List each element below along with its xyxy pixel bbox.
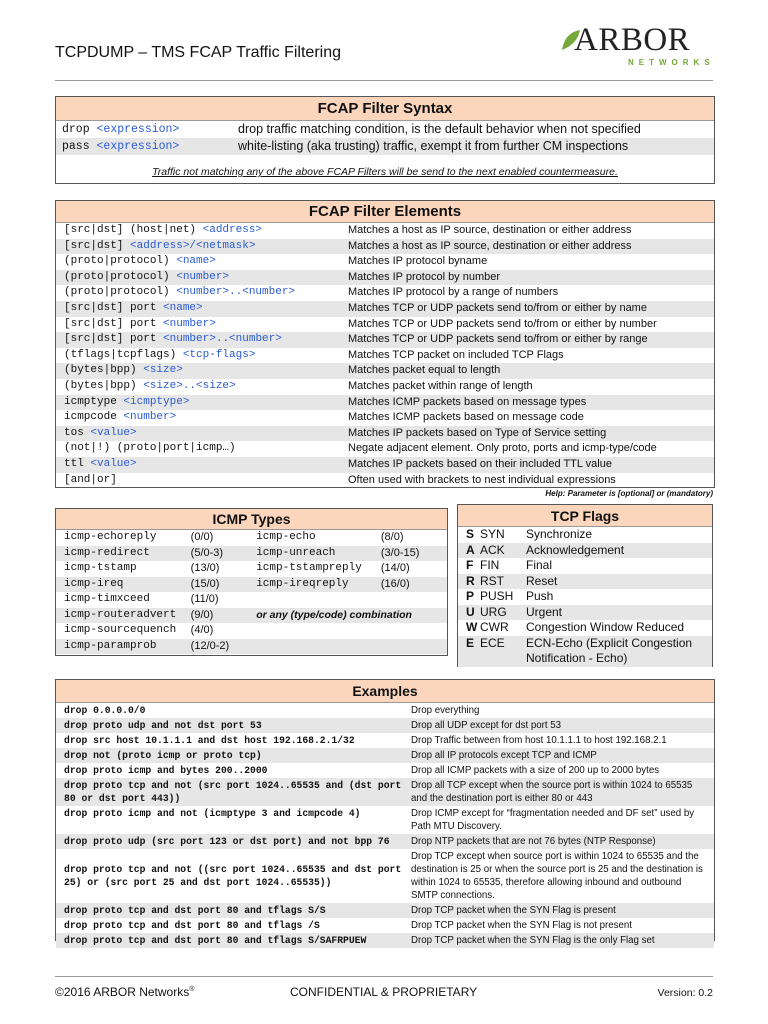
element-keyword: (not|!) (proto|port|icmp…) bbox=[64, 442, 236, 455]
element-row bbox=[56, 363, 714, 379]
icmp-types-title: ICMP Types bbox=[56, 509, 447, 530]
example-command: drop proto tcp and dst port 80 and tflags S/SAFRPUEW bbox=[64, 935, 367, 946]
example-command: drop src host 10.1.1.1 and dst host 192.168.2.1/32 bbox=[64, 735, 355, 746]
element-description: Matches IP protocol byname bbox=[348, 255, 488, 268]
icmp-type-code: (12/0-2) bbox=[190, 639, 230, 652]
tcp-flag-row bbox=[458, 605, 712, 621]
element-keyword: [src|dst] port bbox=[64, 301, 164, 314]
element-argument: <number>..<number> bbox=[176, 286, 296, 299]
example-command: drop proto udp (src port 123 or dst port) and not bpp 76 bbox=[64, 836, 390, 847]
icmp-row bbox=[56, 592, 447, 608]
element-syntax-cell bbox=[56, 239, 348, 255]
element-description: Matches TCP packet on included TCP Flags bbox=[348, 348, 564, 361]
icmp-type-name bbox=[256, 623, 381, 639]
element-syntax-cell bbox=[56, 332, 348, 348]
example-command: drop not (proto icmp or proto tcp) bbox=[64, 750, 262, 761]
example-row bbox=[56, 733, 714, 748]
footer-version: Version: 0.2 bbox=[657, 987, 713, 999]
example-row bbox=[56, 748, 714, 763]
footer-confidential: CONFIDENTIAL & PROPRIETARY bbox=[290, 985, 478, 999]
tcp-flag-abbr: ACK bbox=[480, 542, 505, 557]
element-row bbox=[56, 317, 714, 333]
example-row bbox=[56, 778, 714, 806]
element-keyword: (proto|protocol) bbox=[64, 286, 177, 299]
element-argument: <size> bbox=[143, 364, 183, 377]
example-description: Drop TCP packet when the SYN Flag is not present bbox=[411, 920, 632, 931]
logo-wordmark: ARBOR bbox=[574, 22, 691, 58]
tcp-flag-row bbox=[458, 558, 712, 574]
footer-copyright bbox=[55, 985, 194, 999]
filter-syntax-note: Traffic not matching any of the above FCAP Filters will be send to the next enabled countermeasure. bbox=[152, 166, 618, 178]
element-keyword: [and|or] bbox=[64, 473, 117, 486]
tcp-flag-abbr: FIN bbox=[480, 558, 500, 572]
example-command: drop proto icmp and not (icmptype 3 and icmpcode 4) bbox=[64, 808, 361, 819]
element-argument: <tcp-flags> bbox=[182, 348, 256, 361]
syntax-argument: <expression> bbox=[96, 140, 180, 153]
examples-panel bbox=[55, 679, 715, 946]
icmp-type-code: (4/0) bbox=[190, 624, 214, 636]
element-keyword: ttl bbox=[64, 457, 91, 470]
icmp-type-code bbox=[381, 623, 447, 639]
icmp-type-name: icmp-echo bbox=[256, 531, 316, 543]
element-keyword: [src|dst] port bbox=[64, 333, 164, 346]
example-row bbox=[56, 834, 714, 849]
element-argument: <address>/<netmask> bbox=[130, 239, 256, 252]
examples-title: Examples bbox=[56, 680, 714, 703]
element-row bbox=[56, 270, 714, 286]
icmp-type-code: (3/0-15) bbox=[380, 546, 420, 559]
icmp-type-name bbox=[256, 639, 381, 655]
element-keyword: (proto|protocol) bbox=[64, 270, 177, 283]
element-argument: <address> bbox=[202, 224, 263, 236]
element-syntax-cell bbox=[56, 363, 348, 379]
element-argument: <value> bbox=[90, 426, 137, 439]
icmp-type-name: icmp-ireqreply bbox=[256, 577, 349, 590]
element-row bbox=[56, 441, 714, 457]
element-row bbox=[56, 332, 714, 348]
tcp-flags-panel bbox=[457, 504, 713, 667]
tcp-flag-letter: F bbox=[466, 558, 474, 572]
element-row bbox=[56, 457, 714, 473]
copyright-text: ©2016 ARBOR Networks bbox=[55, 985, 190, 999]
element-row bbox=[56, 379, 714, 395]
tcp-flag-description: Synchronize bbox=[526, 527, 593, 541]
element-description: Matches IP packets based on Type of Service setting bbox=[348, 426, 607, 439]
element-description: Matches IP protocol by number bbox=[348, 270, 501, 283]
registered-mark: ® bbox=[189, 986, 195, 993]
syntax-argument: <expression> bbox=[96, 123, 180, 136]
example-row bbox=[56, 933, 714, 948]
element-description: Matches a host as IP source, destination or either address bbox=[348, 224, 632, 236]
example-description: Drop Traffic between from host 10.1.1.1 to host 192.168.2.1 bbox=[411, 735, 667, 746]
filter-syntax-table bbox=[56, 121, 714, 155]
element-keyword: [src|dst] (host|net) bbox=[64, 224, 203, 236]
example-command: drop 0.0.0.0/0 bbox=[64, 705, 146, 716]
tcp-flag-abbr: SYN bbox=[480, 527, 505, 541]
element-syntax-cell bbox=[56, 285, 348, 301]
example-row bbox=[56, 806, 714, 834]
icmp-type-code: (15/0) bbox=[190, 577, 220, 590]
icmp-row bbox=[56, 546, 447, 562]
element-syntax-cell bbox=[56, 395, 348, 411]
icmp-row bbox=[56, 608, 447, 624]
examples-table bbox=[56, 703, 714, 948]
example-description: Drop NTP packets that are not 76 bytes (NTP Response) bbox=[411, 836, 656, 847]
element-keyword: [src|dst] bbox=[64, 239, 131, 252]
element-description: Matches TCP or UDP packets send to/from or either by number bbox=[348, 317, 657, 330]
element-keyword: (bytes|bpp) bbox=[64, 364, 144, 377]
icmp-row bbox=[56, 577, 447, 593]
element-keyword: [src|dst] port bbox=[64, 317, 164, 330]
element-argument: <number> bbox=[176, 270, 230, 283]
tcp-flags-table bbox=[458, 527, 712, 667]
filter-elements-panel bbox=[55, 200, 715, 488]
element-keyword: (bytes|bpp) bbox=[64, 379, 144, 392]
tcp-flag-row bbox=[458, 620, 712, 636]
footer-divider bbox=[55, 976, 713, 977]
icmp-type-code: (13/0) bbox=[190, 562, 220, 574]
icmp-type-code: (9/0) bbox=[190, 608, 214, 621]
tcp-flag-row bbox=[458, 636, 712, 667]
icmp-type-name: icmp-echoreply bbox=[64, 531, 157, 543]
element-description: Matches ICMP packets based on message types bbox=[348, 395, 587, 408]
syntax-keyword-cell bbox=[56, 121, 238, 138]
tcp-flag-description: Push bbox=[526, 589, 554, 603]
element-row bbox=[56, 301, 714, 317]
tcp-flag-letter: R bbox=[466, 573, 475, 588]
tcp-flag-abbr: PUSH bbox=[480, 589, 514, 603]
help-note: Help: Parameter is [optional] or (mandatory) bbox=[545, 489, 713, 498]
example-command: drop proto tcp and not (src port 1024..65535 and (dst port 80 or dst port 443)) bbox=[64, 780, 402, 804]
icmp-type-code: (16/0) bbox=[380, 577, 410, 590]
example-description: Drop all TCP except when the source port is within 1024 to 65535 and the destination port is either 80 or 443 bbox=[411, 780, 693, 804]
icmp-type-code bbox=[381, 639, 447, 655]
element-row bbox=[56, 395, 714, 411]
element-argument: <number> bbox=[123, 411, 177, 424]
element-description: Negate adjacent element. Only proto, ports and icmp-type/code bbox=[348, 442, 657, 455]
icmp-types-panel bbox=[55, 508, 448, 656]
filter-syntax-panel bbox=[55, 96, 715, 184]
element-syntax-cell bbox=[56, 301, 348, 317]
element-description: Matches IP protocol by a range of numbers bbox=[348, 286, 559, 299]
example-description: Drop everything bbox=[411, 705, 480, 716]
filter-syntax-title: FCAP Filter Syntax bbox=[56, 97, 714, 121]
element-description: Matches TCP or UDP packets send to/from or either by range bbox=[348, 333, 648, 346]
syntax-row bbox=[56, 121, 714, 138]
example-command: drop proto udp and not dst port 53 bbox=[64, 720, 262, 731]
syntax-keyword: pass bbox=[62, 140, 90, 153]
tcp-flag-description: Acknowledgement bbox=[526, 542, 625, 557]
element-keyword: (tflags|tcpflags) bbox=[64, 348, 183, 361]
tcp-flag-abbr: CWR bbox=[480, 620, 509, 634]
element-row bbox=[56, 426, 714, 442]
tcp-flag-description: Reset bbox=[526, 573, 558, 588]
element-syntax-cell bbox=[56, 348, 348, 364]
element-row bbox=[56, 285, 714, 301]
example-description: Drop ICMP except for “fragmentation needed and DF set” used by Path MTU Discovery. bbox=[411, 808, 695, 832]
icmp-type-name: icmp-tstampreply bbox=[256, 562, 362, 574]
example-row bbox=[56, 718, 714, 733]
element-syntax-cell bbox=[56, 270, 348, 286]
filter-elements-table bbox=[56, 223, 714, 488]
element-row bbox=[56, 239, 714, 255]
header-divider bbox=[55, 80, 713, 81]
element-row bbox=[56, 254, 714, 270]
tcp-flag-description: Final bbox=[526, 558, 553, 572]
element-syntax-cell bbox=[56, 457, 348, 473]
element-keyword: tos bbox=[64, 426, 91, 439]
icmp-row bbox=[56, 639, 447, 655]
tcp-flag-row bbox=[458, 527, 712, 543]
element-syntax-cell bbox=[56, 379, 348, 395]
icmp-type-code bbox=[381, 592, 447, 608]
icmp-type-name: icmp-ireq bbox=[64, 577, 124, 590]
element-syntax-cell bbox=[56, 410, 348, 426]
tcp-flag-description: Congestion Window Reduced bbox=[526, 620, 685, 634]
icmp-type-name: icmp-sourcequench bbox=[64, 624, 177, 636]
icmp-row bbox=[56, 530, 447, 546]
tcp-flag-letter: S bbox=[466, 527, 475, 541]
icmp-type-code: (14/0) bbox=[380, 562, 410, 574]
icmp-type-code: (0/0) bbox=[190, 531, 214, 543]
logo-subtext: NETWORKS bbox=[628, 58, 715, 67]
tcp-flag-letter: P bbox=[466, 589, 475, 603]
element-syntax-cell bbox=[56, 254, 348, 270]
tcp-flag-abbr: ECE bbox=[480, 635, 505, 650]
icmp-type-name: icmp-unreach bbox=[256, 546, 336, 559]
tcp-flag-abbr: RST bbox=[480, 573, 504, 588]
tcp-flag-description: Urgent bbox=[526, 604, 563, 619]
icmp-type-name: icmp-redirect bbox=[64, 546, 150, 559]
element-keyword: (proto|protocol) bbox=[64, 255, 177, 268]
icmp-type-name: icmp-routeradvert bbox=[64, 608, 177, 621]
example-row bbox=[56, 703, 714, 718]
element-argument: <icmptype> bbox=[123, 395, 190, 408]
element-argument: <number> bbox=[163, 317, 216, 330]
icmp-types-table bbox=[56, 530, 447, 654]
icmp-type-code: (11/0) bbox=[190, 593, 219, 605]
element-syntax-cell bbox=[56, 317, 348, 333]
icmp-type-name: icmp-timxceed bbox=[64, 593, 150, 605]
example-description: Drop all ICMP packets with a size of 200 up to 2000 bytes bbox=[411, 765, 660, 776]
tcp-flag-abbr: URG bbox=[480, 604, 507, 619]
tcp-flag-letter: W bbox=[466, 620, 478, 634]
filter-elements-title: FCAP Filter Elements bbox=[56, 201, 714, 223]
element-argument: <number>..<number> bbox=[163, 333, 282, 346]
syntax-description: drop traffic matching condition, is the default behavior when not specified bbox=[238, 122, 641, 136]
example-row bbox=[56, 918, 714, 933]
icmp-type-code: (8/0) bbox=[380, 531, 404, 543]
element-argument: <size>..<size> bbox=[143, 379, 236, 392]
element-description: Matches ICMP packets based on message code bbox=[348, 411, 584, 424]
element-row bbox=[56, 223, 714, 239]
syntax-description: white-listing (aka trusting) traffic, exempt it from further CM inspections bbox=[238, 139, 629, 153]
example-description: Drop all IP protocols except TCP and ICMP bbox=[411, 750, 597, 761]
example-command: drop proto tcp and dst port 80 and tflags /S bbox=[64, 920, 320, 931]
arbor-logo bbox=[560, 22, 715, 72]
icmp-type-name: icmp-tstamp bbox=[64, 562, 137, 574]
tcp-flag-letter: E bbox=[466, 635, 475, 650]
example-command: drop proto icmp and bytes 200..2000 bbox=[64, 765, 268, 776]
element-syntax-cell bbox=[56, 441, 348, 457]
tcp-flag-row bbox=[458, 543, 712, 559]
element-syntax-cell bbox=[56, 426, 348, 442]
tcp-flag-description: ECN-Echo (Explicit Congestion Notification - Echo) bbox=[526, 635, 693, 665]
element-keyword: icmptype bbox=[64, 395, 124, 408]
element-argument: <name> bbox=[163, 301, 203, 314]
element-description: Matches a host as IP source, destination or either address bbox=[348, 239, 632, 252]
element-description: Matches packet within range of length bbox=[348, 379, 533, 392]
icmp-type-name: icmp-paramprob bbox=[64, 639, 157, 652]
example-description: Drop all UDP except for dst port 53 bbox=[411, 720, 562, 731]
element-argument: <name> bbox=[176, 255, 216, 268]
element-description: Often used with brackets to nest individual expressions bbox=[348, 473, 616, 486]
syntax-row bbox=[56, 138, 714, 155]
example-row bbox=[56, 849, 714, 903]
element-row bbox=[56, 410, 714, 426]
example-command: drop proto tcp and not ((src port 1024..65535 and dst port 25) or (src port 25 and dst port 1024..65535)) bbox=[64, 864, 402, 888]
icmp-combination-note: or any (type/code) combination bbox=[256, 608, 412, 621]
element-description: Matches IP packets based on their included TTL value bbox=[348, 457, 612, 470]
element-syntax-cell bbox=[56, 473, 348, 489]
icmp-row bbox=[56, 623, 447, 639]
element-description: Matches TCP or UDP packets send to/from or either by name bbox=[348, 301, 647, 314]
syntax-keyword-cell bbox=[56, 138, 238, 155]
tcp-flag-row bbox=[458, 589, 712, 605]
icmp-type-name bbox=[256, 592, 381, 608]
example-description: Drop TCP except when source port is within 1024 to 65535 and the destination is 25 or when the source port is 25 and the destination is within 1024 to 65535, therefore allowing inbound and outbound SMTP connections. bbox=[411, 851, 703, 901]
element-description: Matches packet equal to length bbox=[348, 364, 501, 377]
element-syntax-cell bbox=[56, 223, 348, 239]
tcp-flags-title: TCP Flags bbox=[458, 505, 712, 527]
icmp-type-code: (5/0-3) bbox=[190, 546, 224, 559]
element-row bbox=[56, 473, 714, 489]
tcp-flag-letter: U bbox=[466, 604, 475, 619]
example-description: Drop TCP packet when the SYN Flag is the only Flag set bbox=[411, 935, 655, 946]
syntax-keyword: drop bbox=[62, 123, 90, 136]
tcp-flag-row bbox=[458, 574, 712, 590]
tcp-flag-letter: A bbox=[466, 542, 475, 557]
example-row bbox=[56, 763, 714, 778]
example-description: Drop TCP packet when the SYN Flag is present bbox=[411, 905, 616, 916]
element-argument: <value> bbox=[90, 457, 137, 470]
example-row bbox=[56, 903, 714, 918]
element-keyword: icmpcode bbox=[64, 411, 124, 424]
example-command: drop proto tcp and dst port 80 and tflags S/S bbox=[64, 905, 326, 916]
icmp-row bbox=[56, 561, 447, 577]
element-row bbox=[56, 348, 714, 364]
page-title: TCPDUMP – TMS FCAP Traffic Filtering bbox=[55, 44, 341, 61]
